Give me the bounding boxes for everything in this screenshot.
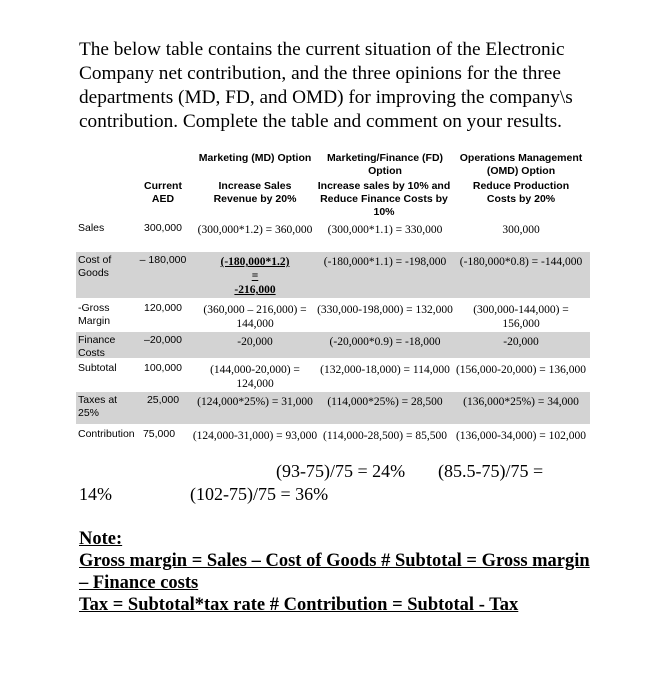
- row-md: (124,000-31,000) = 93,000: [192, 430, 318, 442]
- header-md-option: Marketing (MD) Option: [198, 152, 312, 164]
- row-label: Finance Costs: [78, 334, 116, 359]
- header-current: Current AED: [144, 180, 182, 205]
- row-current: – 180,000: [139, 254, 187, 266]
- row-label: Subtotal: [78, 362, 117, 374]
- note-line-2: Tax = Subtotal*tax rate # Contribution = Subtotal - Tax: [79, 595, 519, 615]
- row-md: (124,000*25%) = 31,000: [197, 396, 313, 408]
- row-omd: (136,000*25%) = 34,000: [463, 396, 579, 408]
- fd-percentage-formula: (85.5-75)/75 =: [438, 461, 544, 481]
- row-label: -Gross Margin: [78, 302, 111, 327]
- row-label: Taxes at 25%: [78, 394, 118, 419]
- row-omd: (300,000-144,000) = 156,000: [473, 304, 569, 330]
- row-md-formula: (-180,000*1.2): [220, 256, 290, 268]
- table-row-finance-costs: [76, 332, 590, 358]
- row-md-result: -216,000: [234, 284, 276, 296]
- row-label: Contribution: [78, 428, 135, 440]
- table-row-sales: [76, 220, 590, 250]
- row-label: Cost of Goods: [78, 254, 112, 279]
- table-row-contribution: [76, 426, 590, 458]
- note-line-1: Gross margin = Sales – Cost of Goods # Subtotal = Gross margin – Finance costs: [79, 551, 590, 593]
- fd-percentage-result: 14%: [79, 484, 112, 504]
- table-row-gross-margin: [76, 300, 590, 334]
- row-current: 25,000: [146, 394, 180, 406]
- note-title: Note:: [79, 529, 123, 549]
- row-label: Sales: [78, 222, 105, 234]
- row-md-equals: =: [251, 270, 259, 282]
- row-md: (300,000*1.2) = 360,000: [197, 224, 313, 236]
- md-percentage: (93-75)/75 = 24%: [276, 461, 406, 481]
- row-omd: (136,000-34,000) = 102,000: [455, 430, 587, 442]
- row-fd: (-180,000*1.1) = -198,000: [323, 256, 447, 268]
- row-fd: (132,000-18,000) = 114,000: [320, 364, 450, 376]
- row-omd: (156,000-20,000) = 136,000: [455, 364, 587, 376]
- row-md: -20,000: [237, 336, 273, 348]
- header-fd-option: Marketing/Finance (FD) Option: [326, 152, 444, 177]
- header-omd-desc: Reduce Production Costs by 20%: [472, 180, 570, 205]
- row-current: 120,000: [144, 302, 182, 314]
- row-current: –20,000: [144, 334, 182, 346]
- table-row-taxes: [76, 392, 590, 424]
- row-fd: (114,000*25%) = 28,500: [327, 396, 443, 408]
- header-omd-option: Operations Management (OMD) Option: [459, 152, 583, 177]
- header-md-desc: Increase Sales Revenue by 20%: [213, 180, 297, 205]
- row-fd: (114,000-28,500) = 85,500: [323, 430, 447, 442]
- row-omd: (-180,000*0.8) = -144,000: [459, 256, 583, 268]
- row-fd: (330,000-198,000) = 132,000: [317, 304, 453, 316]
- header-fd-desc: Increase sales by 10% and Reduce Finance Costs by 10%: [317, 180, 451, 218]
- row-omd: 300,000: [502, 224, 540, 236]
- row-fd: (-20,000*0.9) = -18,000: [329, 336, 441, 348]
- row-omd: -20,000: [503, 336, 539, 348]
- intro-paragraph: The below table contains the current situation of the Electronic Company net contribution, and the three opinions for the three departments (MD, FD, and OMD) for improving the company\s contribution. Complete the table and comment on your results.: [79, 39, 573, 132]
- table-row-subtotal: [76, 360, 590, 392]
- note-block: [79, 528, 599, 616]
- row-md: (360,000 – 216,000) = 144,000: [203, 304, 307, 330]
- row-current: 300,000: [144, 222, 182, 234]
- omd-percentage: (102-75)/75 = 36%: [190, 484, 329, 504]
- row-md: (144,000-20,000) = 124,000: [210, 364, 300, 390]
- row-fd: (300,000*1.1) = 330,000: [327, 224, 443, 236]
- table-row-cost-of-goods: [76, 252, 590, 298]
- row-current: 100,000: [144, 362, 182, 374]
- row-current: 75,000: [142, 428, 176, 440]
